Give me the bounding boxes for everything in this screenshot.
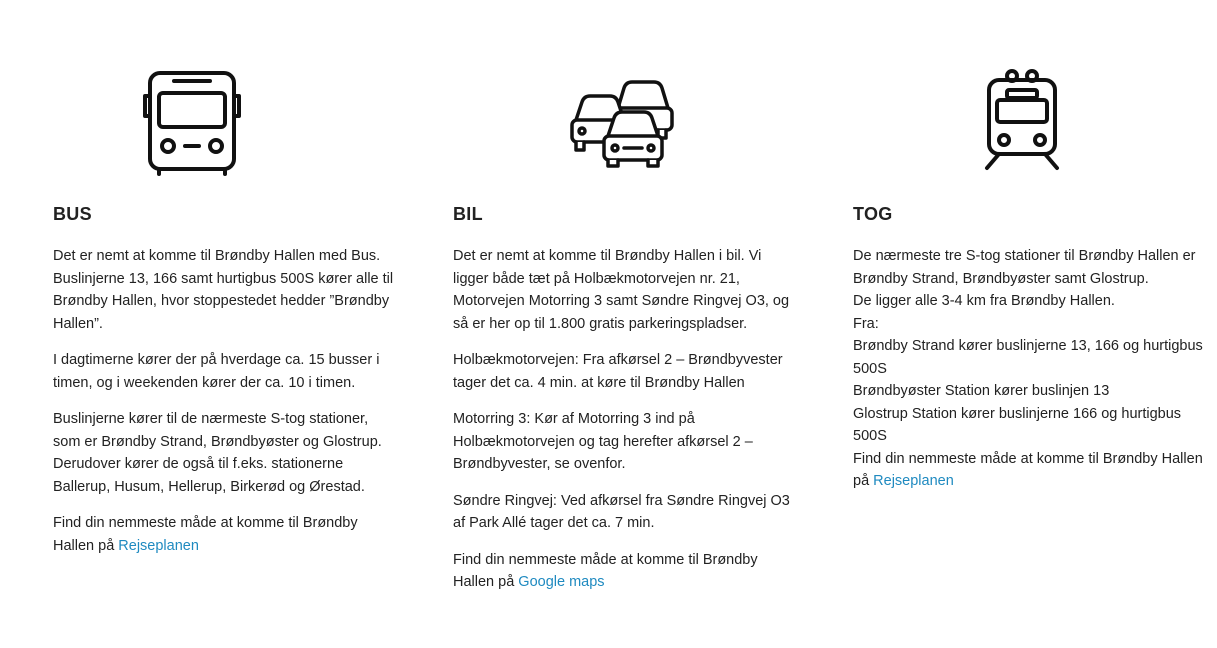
bus-content (53, 245, 398, 571)
tog-content (853, 245, 1203, 507)
bil-cta-text: Find din nemmeste måde at komme til Brøndby Hallen på (453, 551, 758, 590)
bil-cta (453, 549, 798, 594)
cars-icon (568, 66, 678, 176)
bus-cta (53, 512, 398, 557)
bus-paragraph-2: I dagtimerne kører der på hverdage ca. 15 busser i timen, og i weekenden kører der ca. 10 i timen. (53, 352, 380, 391)
rejseplanen-link[interactable]: Rejseplanen (873, 473, 954, 489)
bus-title: BUS (53, 204, 92, 224)
bil-paragraph-4: Søndre Ringvej: Ved afkørsel fra Søndre Ringvej O3 af Park Allé tager det ca. 7 min. (453, 492, 790, 531)
bil-paragraph-2: Holbækmotorvejen: Fra afkørsel 2 – Brøndbyvester tager det ca. 4 min. at køre til Brøndby Hallen (453, 352, 783, 391)
bil-content (453, 245, 798, 608)
tog-info (853, 245, 1203, 493)
tog-line-1: De nærmeste tre S-tog stationer til Brøndby Hallen er Brøndby Strand, Brøndbyøster samt Glostrup. (853, 248, 1196, 287)
tog-line-6: Glostrup Station kører buslinjerne 166 og hurtigbus 500S (853, 405, 1182, 444)
bil-paragraph-3: Motorring 3: Kør af Motorring 3 ind på Holbækmotorvejen og tag herefter afkørsel 2 – Brøndbyvester, se ovenfor. (453, 411, 753, 472)
bus-paragraph-3: Buslinjerne kører til de nærmeste S-tog stationer, som er Brøndby Strand, Brøndbyøster og Glostrup. Derudover kører de også til f.eks. stationerne Ballerup, Husum, Hellerup, Birkerød og Ørestad. (53, 411, 382, 495)
bil-title: BIL (453, 204, 483, 224)
rejseplanen-link[interactable]: Rejseplanen (118, 537, 199, 554)
tog-cta-text: Find din nemmeste måde at komme til Brøndby Hallen på (853, 450, 1203, 489)
bus-cta-text: Find din nemmeste måde at komme til Brøndby Hallen på (53, 515, 358, 554)
tog-line-2: De ligger alle 3-4 km fra Brøndby Hallen. (853, 293, 1115, 309)
tog-cta (853, 448, 1203, 493)
bus-icon (141, 66, 251, 176)
tog-title: TOG (853, 204, 893, 224)
bus-paragraph-1: Det er nemt at komme til Brøndby Hallen med Bus. Buslinjerne 13, 166 samt hurtigbus 500S kører alle til Brøndby Hallen, hvor stoppestedet hedder ”Brøndby Hallen”. (53, 248, 394, 332)
bil-paragraph-1: Det er nemt at komme til Brøndby Hallen i bil. Vi ligger både tæt på Holbækmotorvejen nr. 21, Motorvejen Motorring 3 samt Søndre Ringvej O3, og så er her op til 1.800 gratis parkeringspladser. (453, 248, 790, 332)
tog-line-3: Fra: (853, 315, 879, 332)
tog-line-4: Brøndby Strand kører buslinjerne 13, 166 og hurtigbus 500S (853, 338, 1203, 377)
tog-line-5: Brøndbyøster Station kører buslinjen 13 (853, 383, 1110, 399)
google-maps-link[interactable]: Google maps (518, 574, 605, 590)
train-icon (969, 66, 1079, 176)
